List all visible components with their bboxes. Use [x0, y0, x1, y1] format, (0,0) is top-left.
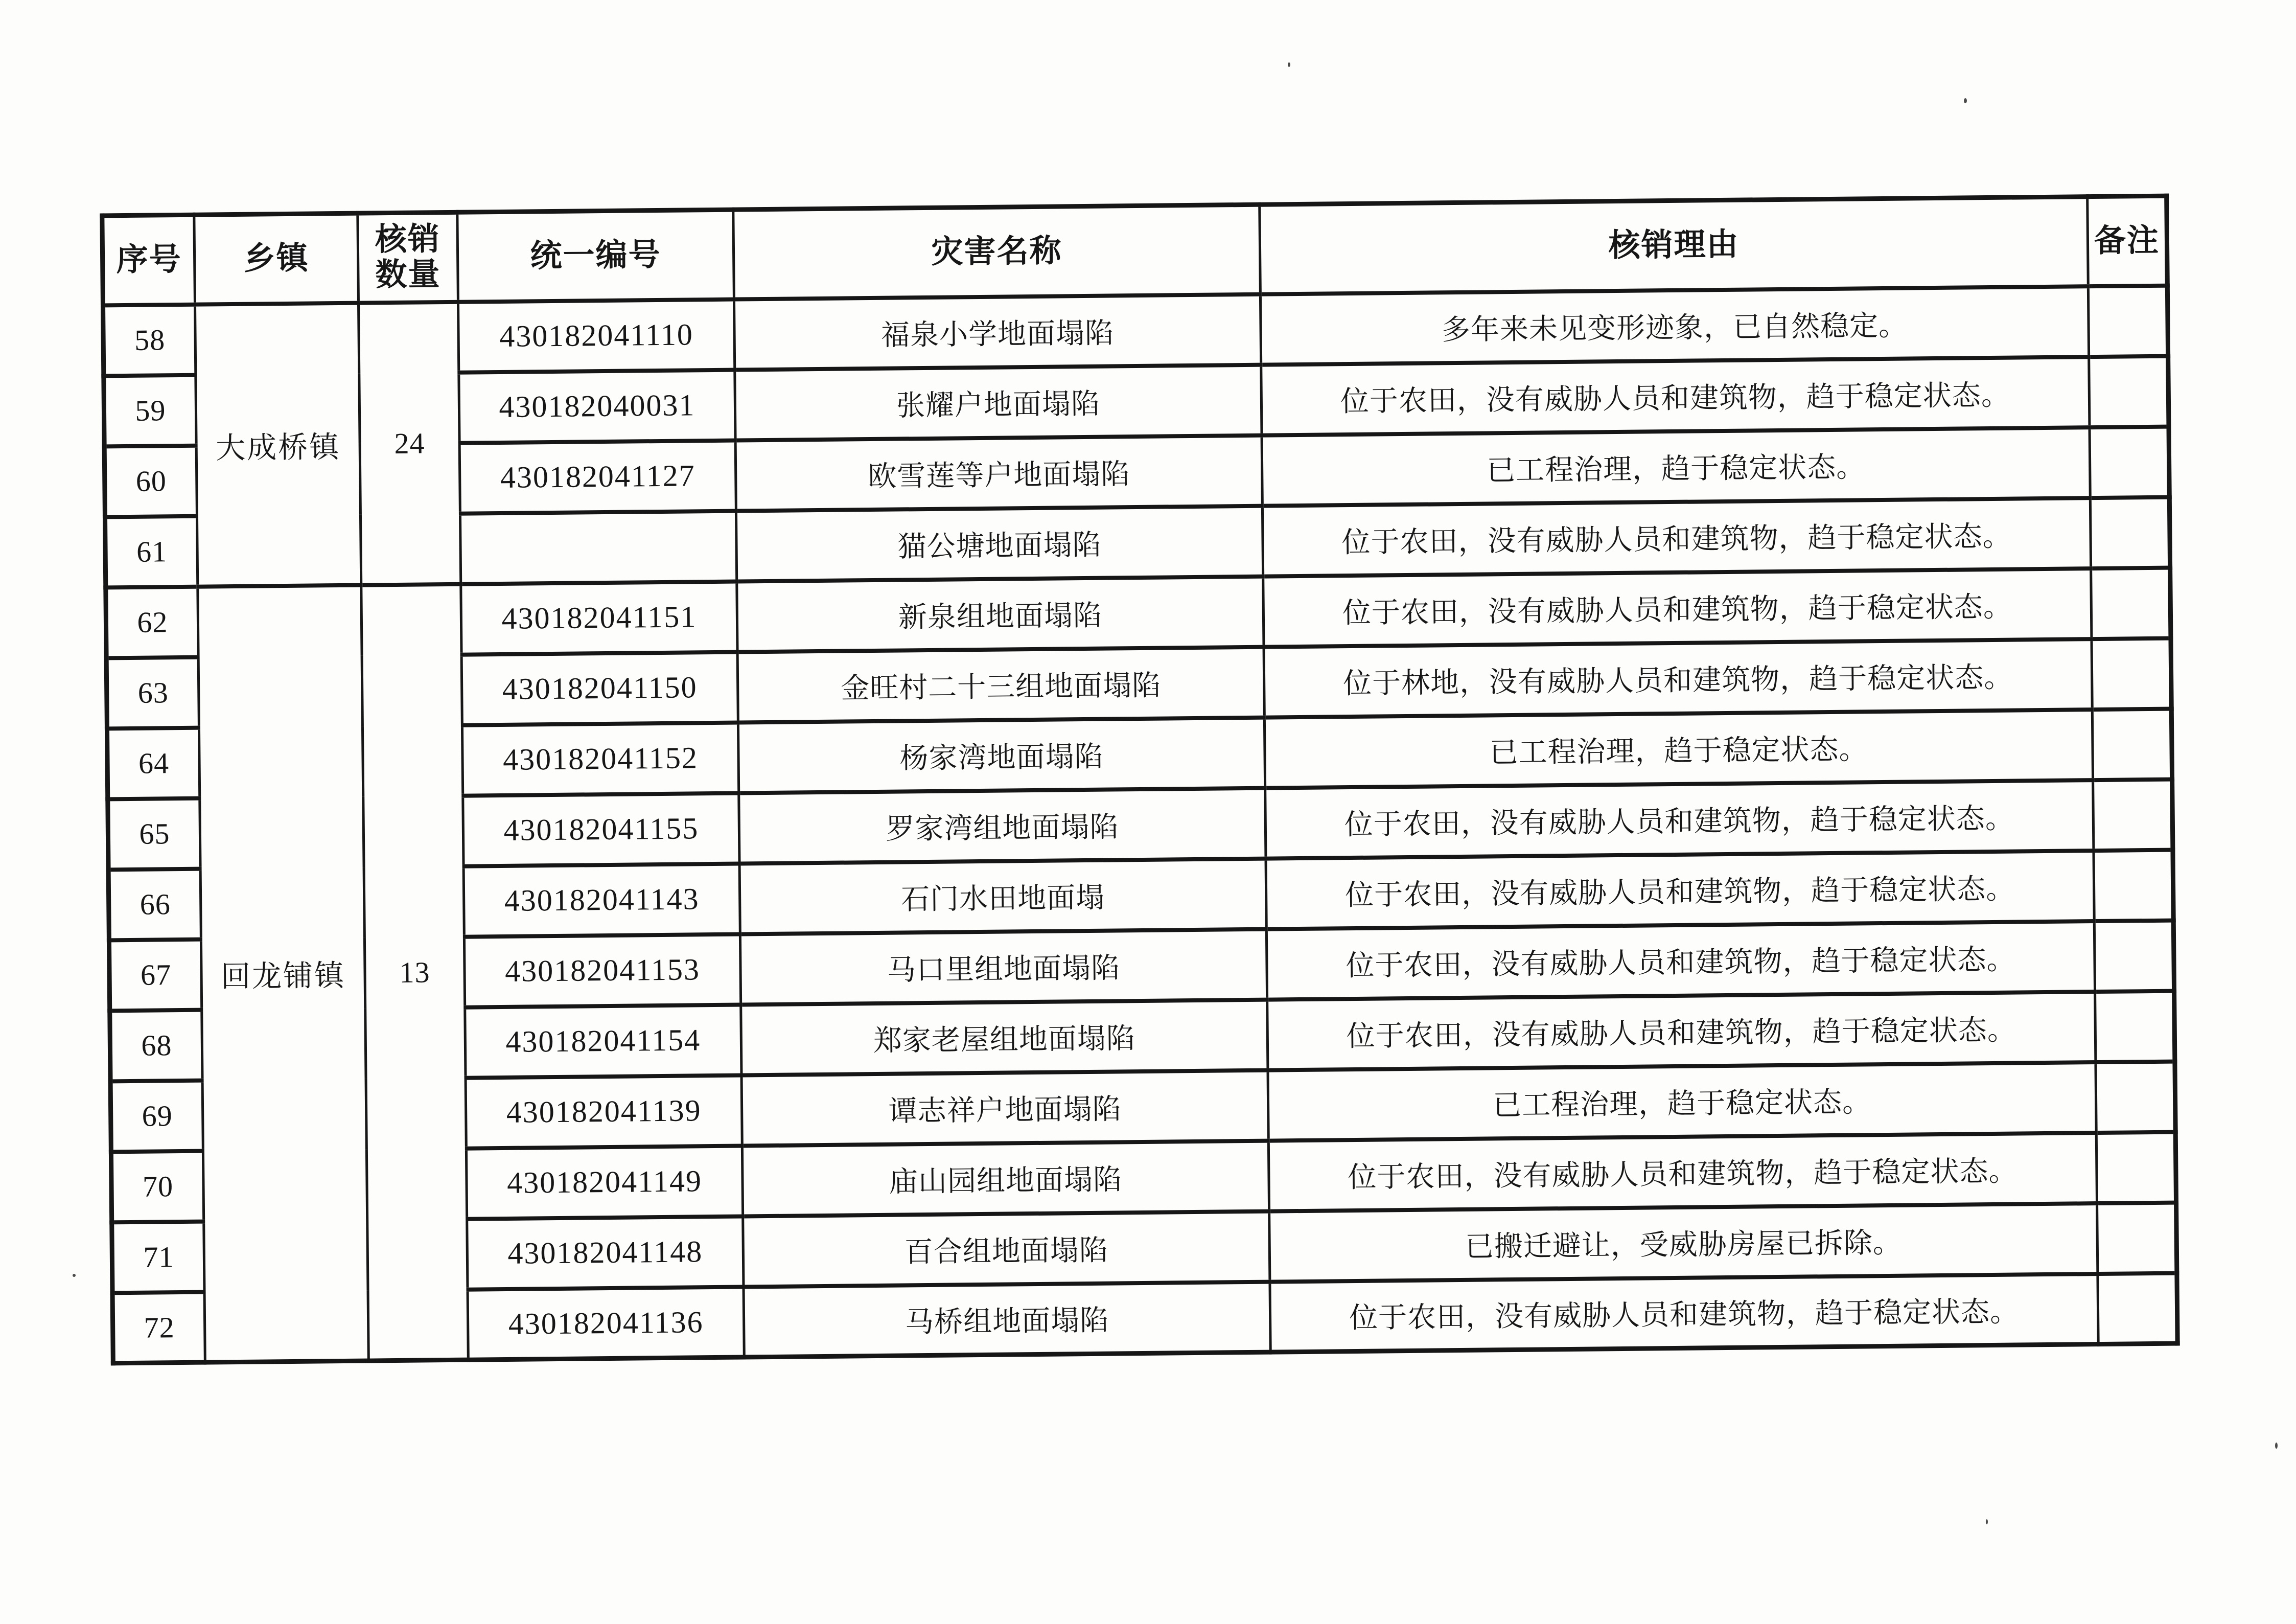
cell-code: 430182041143 — [463, 863, 740, 936]
cell-code: 430182041136 — [468, 1287, 744, 1360]
cell-code: 430182040031 — [459, 370, 735, 443]
cell-reason: 已工程治理，趋于稳定状态。 — [1262, 427, 2090, 506]
cell-seq: 72 — [112, 1292, 205, 1363]
cell-seq: 70 — [111, 1151, 203, 1222]
cell-disaster-name: 百合组地面塌陷 — [743, 1211, 1270, 1287]
cell-seq: 58 — [103, 304, 195, 376]
header-reason: 核销理由 — [1260, 197, 2089, 294]
cell-reason: 位于农田，没有威胁人员和建筑物，趋于稳定状态。 — [1265, 780, 2094, 859]
cell-disaster-name: 庙山园组地面塌陷 — [742, 1140, 1269, 1216]
cell-code: 430182041151 — [461, 581, 737, 654]
cell-seq: 69 — [110, 1080, 203, 1152]
header-remark: 备注 — [2088, 196, 2168, 286]
cell-reason: 已工程治理，趋于稳定状态。 — [1264, 710, 2093, 788]
disaster-writeoff-table — [100, 194, 2179, 1366]
cell-remark — [2096, 1061, 2175, 1132]
cell-reason: 位于农田，没有威胁人员和建筑物，趋于稳定状态。 — [1261, 357, 2090, 436]
cell-count: 13 — [361, 584, 469, 1361]
cell-reason: 位于农田，没有威胁人员和建筑物，趋于稳定状态。 — [1268, 1133, 2097, 1211]
cell-seq: 67 — [109, 939, 201, 1011]
cell-seq: 64 — [107, 727, 199, 799]
cell-code: 430182041127 — [459, 440, 736, 513]
cell-seq: 66 — [108, 868, 201, 940]
scan-speck — [2275, 1443, 2278, 1449]
cell-remark — [2096, 1132, 2176, 1203]
cell-disaster-name: 罗家湾组地面塌陷 — [739, 788, 1266, 863]
cell-reason: 位于林地，没有威胁人员和建筑物，趋于稳定状态。 — [1264, 639, 2092, 718]
cell-disaster-name: 杨家湾地面塌陷 — [738, 717, 1265, 793]
cell-reason: 位于农田，没有威胁人员和建筑物，趋于稳定状态。 — [1266, 851, 2094, 929]
cell-code: 430182041154 — [465, 1004, 741, 1078]
cell-reason: 已工程治理，趋于稳定状态。 — [1268, 1062, 2096, 1141]
cell-disaster-name: 金旺村二十三组地面塌陷 — [737, 647, 1264, 722]
header-count: 核销数量 — [358, 212, 458, 303]
cell-remark — [2093, 779, 2173, 850]
cell-remark — [2098, 1273, 2177, 1344]
cell-disaster-name: 马口里组地面塌陷 — [740, 929, 1267, 1004]
cell-disaster-name: 猫公塘地面塌陷 — [736, 506, 1263, 581]
scan-speck — [73, 1274, 76, 1277]
cell-remark — [2090, 426, 2169, 497]
cell-seq: 71 — [112, 1221, 204, 1293]
scan-speck — [1964, 98, 1967, 103]
header-code: 统一编号 — [457, 210, 734, 302]
cell-code: 430182041110 — [458, 299, 734, 372]
cell-reason: 位于农田，没有威胁人员和建筑物，趋于稳定状态。 — [1263, 568, 2092, 647]
cell-disaster-name: 石门水田地面塌 — [739, 858, 1266, 934]
cell-code: 430182041153 — [464, 934, 740, 1007]
cell-reason: 位于农田，没有威胁人员和建筑物，趋于稳定状态。 — [1266, 921, 2095, 1000]
cell-reason: 位于农田，没有威胁人员和建筑物，趋于稳定状态。 — [1262, 498, 2091, 577]
cell-disaster-name: 张耀户地面塌陷 — [735, 364, 1262, 440]
header-disaster-name: 灾害名称 — [733, 204, 1261, 299]
cell-remark — [2088, 285, 2168, 356]
writeoff-table-wrap — [100, 194, 2179, 1366]
scan-speck — [1288, 62, 1290, 67]
cell-seq: 61 — [105, 516, 197, 587]
header-seq: 序号 — [102, 215, 195, 305]
cell-code: 430182041150 — [461, 652, 738, 725]
cell-disaster-name: 谭志祥户地面塌陷 — [741, 1070, 1268, 1146]
cell-remark — [2092, 708, 2172, 780]
cell-remark — [2091, 567, 2171, 638]
cell-seq: 60 — [104, 445, 197, 517]
cell-reason: 位于农田，没有威胁人员和建筑物，趋于稳定状态。 — [1267, 992, 2096, 1070]
cell-disaster-name: 欧雪莲等户地面塌陷 — [735, 435, 1262, 511]
cell-seq: 68 — [110, 1010, 202, 1081]
cell-disaster-name: 郑家老屋组地面塌陷 — [741, 999, 1268, 1075]
cell-remark — [2095, 991, 2175, 1062]
cell-disaster-name: 马桥组地面塌陷 — [744, 1282, 1270, 1357]
cell-reason: 位于农田，没有威胁人员和建筑物，趋于稳定状态。 — [1270, 1274, 2098, 1353]
cell-remark — [2094, 920, 2174, 991]
cell-code: 430182041155 — [463, 793, 739, 866]
cell-reason: 已搬迁避让，受威胁房屋已拆除。 — [1269, 1203, 2098, 1282]
cell-remark — [2094, 850, 2173, 921]
cell-township: 大成桥镇 — [195, 303, 361, 586]
cell-disaster-name: 新泉组地面塌陷 — [737, 576, 1264, 652]
cell-code: 430182041148 — [467, 1216, 744, 1289]
cell-reason: 多年来未见变形迹象，已自然稳定。 — [1260, 286, 2089, 365]
cell-count: 24 — [358, 302, 460, 585]
cell-remark — [2089, 356, 2169, 427]
cell-seq: 59 — [104, 375, 196, 446]
cell-township: 回龙铺镇 — [198, 585, 369, 1362]
scan-speck — [1986, 1519, 1988, 1524]
cell-code — [460, 511, 736, 584]
cell-remark — [2097, 1202, 2177, 1273]
cell-seq: 65 — [108, 798, 200, 870]
cell-remark — [2092, 638, 2171, 709]
cell-code: 430182041149 — [466, 1146, 743, 1219]
header-township: 乡镇 — [194, 213, 359, 304]
cell-seq: 63 — [106, 657, 199, 728]
cell-disaster-name: 福泉小学地面塌陷 — [734, 294, 1261, 370]
cell-code: 430182041139 — [466, 1075, 742, 1148]
cell-seq: 62 — [106, 586, 198, 658]
cell-code: 430182041152 — [462, 722, 738, 795]
cell-remark — [2090, 497, 2170, 568]
